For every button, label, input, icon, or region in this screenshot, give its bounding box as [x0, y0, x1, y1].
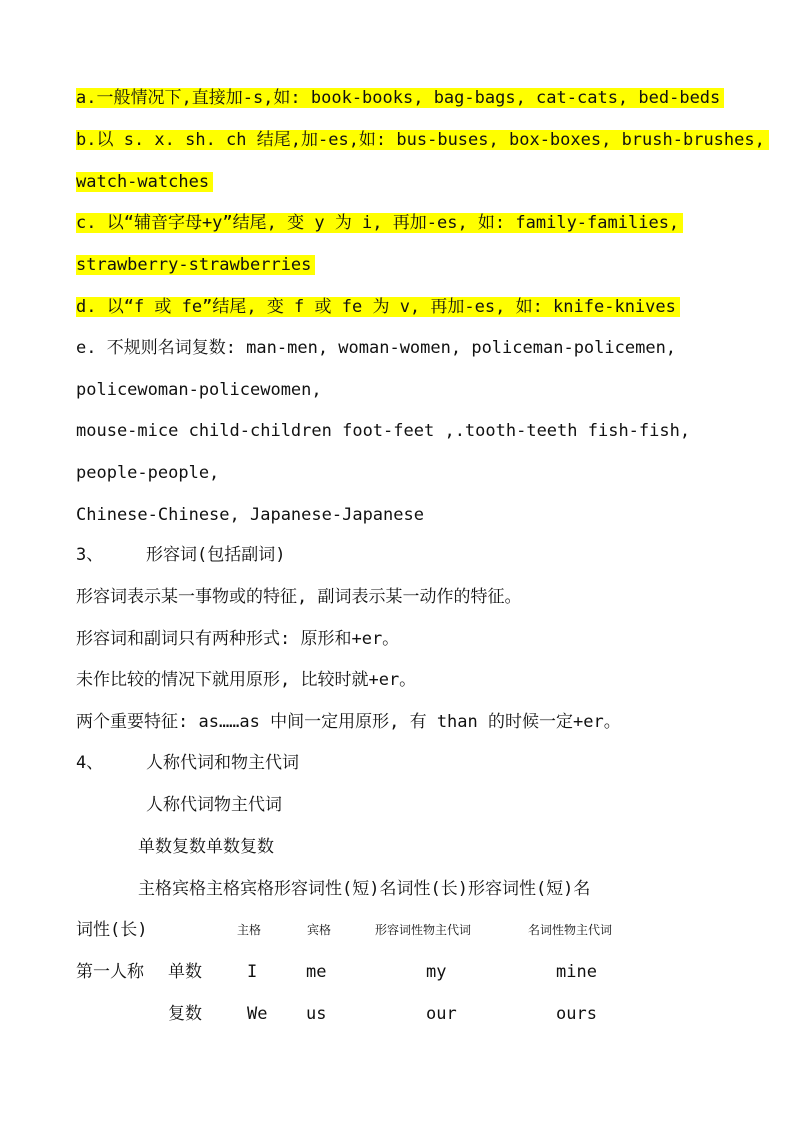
rule-a: a.一般情况下,直接加-s,如: book-books, bag-bags, cat-cats, bed-beds — [76, 86, 724, 110]
rule-c-line1: c. 以“辅音字母+y”结尾, 变 y 为 i, 再加-es, 如: family-families, — [76, 211, 683, 235]
rule-e-line5: Chinese-Chinese, Japanese-Japanese — [76, 505, 424, 525]
section4-line-2: 单数复数单数复数 — [138, 837, 274, 857]
table-header-subject: 主格 — [237, 923, 262, 937]
row-person: 第一人称 — [76, 962, 144, 982]
section3-paragraph-1: 形容词表示某一事物或的特征, 副词表示某一动作的特征。 — [76, 587, 522, 607]
section4-title: 人称代词和物主代词 — [146, 753, 299, 773]
section3-paragraph-2: 形容词和副词只有两种形式: 原形和+er。 — [76, 629, 400, 649]
section4-heading — [76, 751, 299, 775]
table-header-noun-possessive: 名词性物主代词 — [528, 923, 613, 937]
section3-title: 形容词(包括副词) — [146, 545, 286, 565]
section4-line-3: 主格宾格主格宾格形容词性(短)名词性(长)形容词性(短)名 — [138, 879, 591, 899]
rule-d: d. 以“f 或 fe”结尾, 变 f 或 fe 为 v, 再加-es, 如: knife-knives — [76, 295, 680, 319]
cell-noun-possessive: ours — [556, 1004, 597, 1024]
cell-object: me — [306, 962, 327, 982]
cell-noun-possessive: mine — [556, 962, 597, 982]
section4-line-1: 人称代词物主代词 — [146, 795, 282, 815]
row-number: 单数 — [168, 962, 202, 982]
rule-b-line1: b.以 s. x. sh. ch 结尾,加-es,如: bus-buses, box-boxes, brush-brushes, — [76, 128, 769, 152]
cell-object: us — [306, 1004, 327, 1024]
table-header-adjective-possessive: 形容词性物主代词 — [375, 923, 472, 937]
section3-paragraph-4: 两个重要特征: as……as 中间一定用原形, 有 than 的时候一定+er。 — [76, 712, 621, 732]
rule-e-line4: people-people, — [76, 463, 220, 483]
rule-e-line3: mouse-mice child-children foot-feet ,.tooth-teeth fish-fish, — [76, 421, 691, 441]
section3-heading — [76, 543, 286, 567]
section4-number: 4、 — [76, 753, 104, 773]
cell-adjective-possessive: my — [426, 962, 447, 982]
cell-subject: I — [247, 962, 258, 982]
section3-paragraph-3: 未作比较的情况下就用原形, 比较时就+er。 — [76, 670, 417, 690]
cell-adjective-possessive: our — [426, 1004, 457, 1024]
section3-number: 3、 — [76, 545, 104, 565]
row-number: 复数 — [168, 1004, 202, 1024]
rule-e-line1: e. 不规则名词复数: man-men, woman-women, policeman-policemen, — [76, 338, 677, 358]
cell-subject: We — [247, 1004, 268, 1024]
rule-b-line2: watch-watches — [76, 170, 213, 194]
rule-c-line2: strawberry-strawberries — [76, 253, 315, 277]
rule-e-line2: policewoman-policewomen, — [76, 380, 322, 400]
table-header-object: 宾格 — [307, 923, 332, 937]
section4-line-4: 词性(长) — [76, 920, 148, 940]
